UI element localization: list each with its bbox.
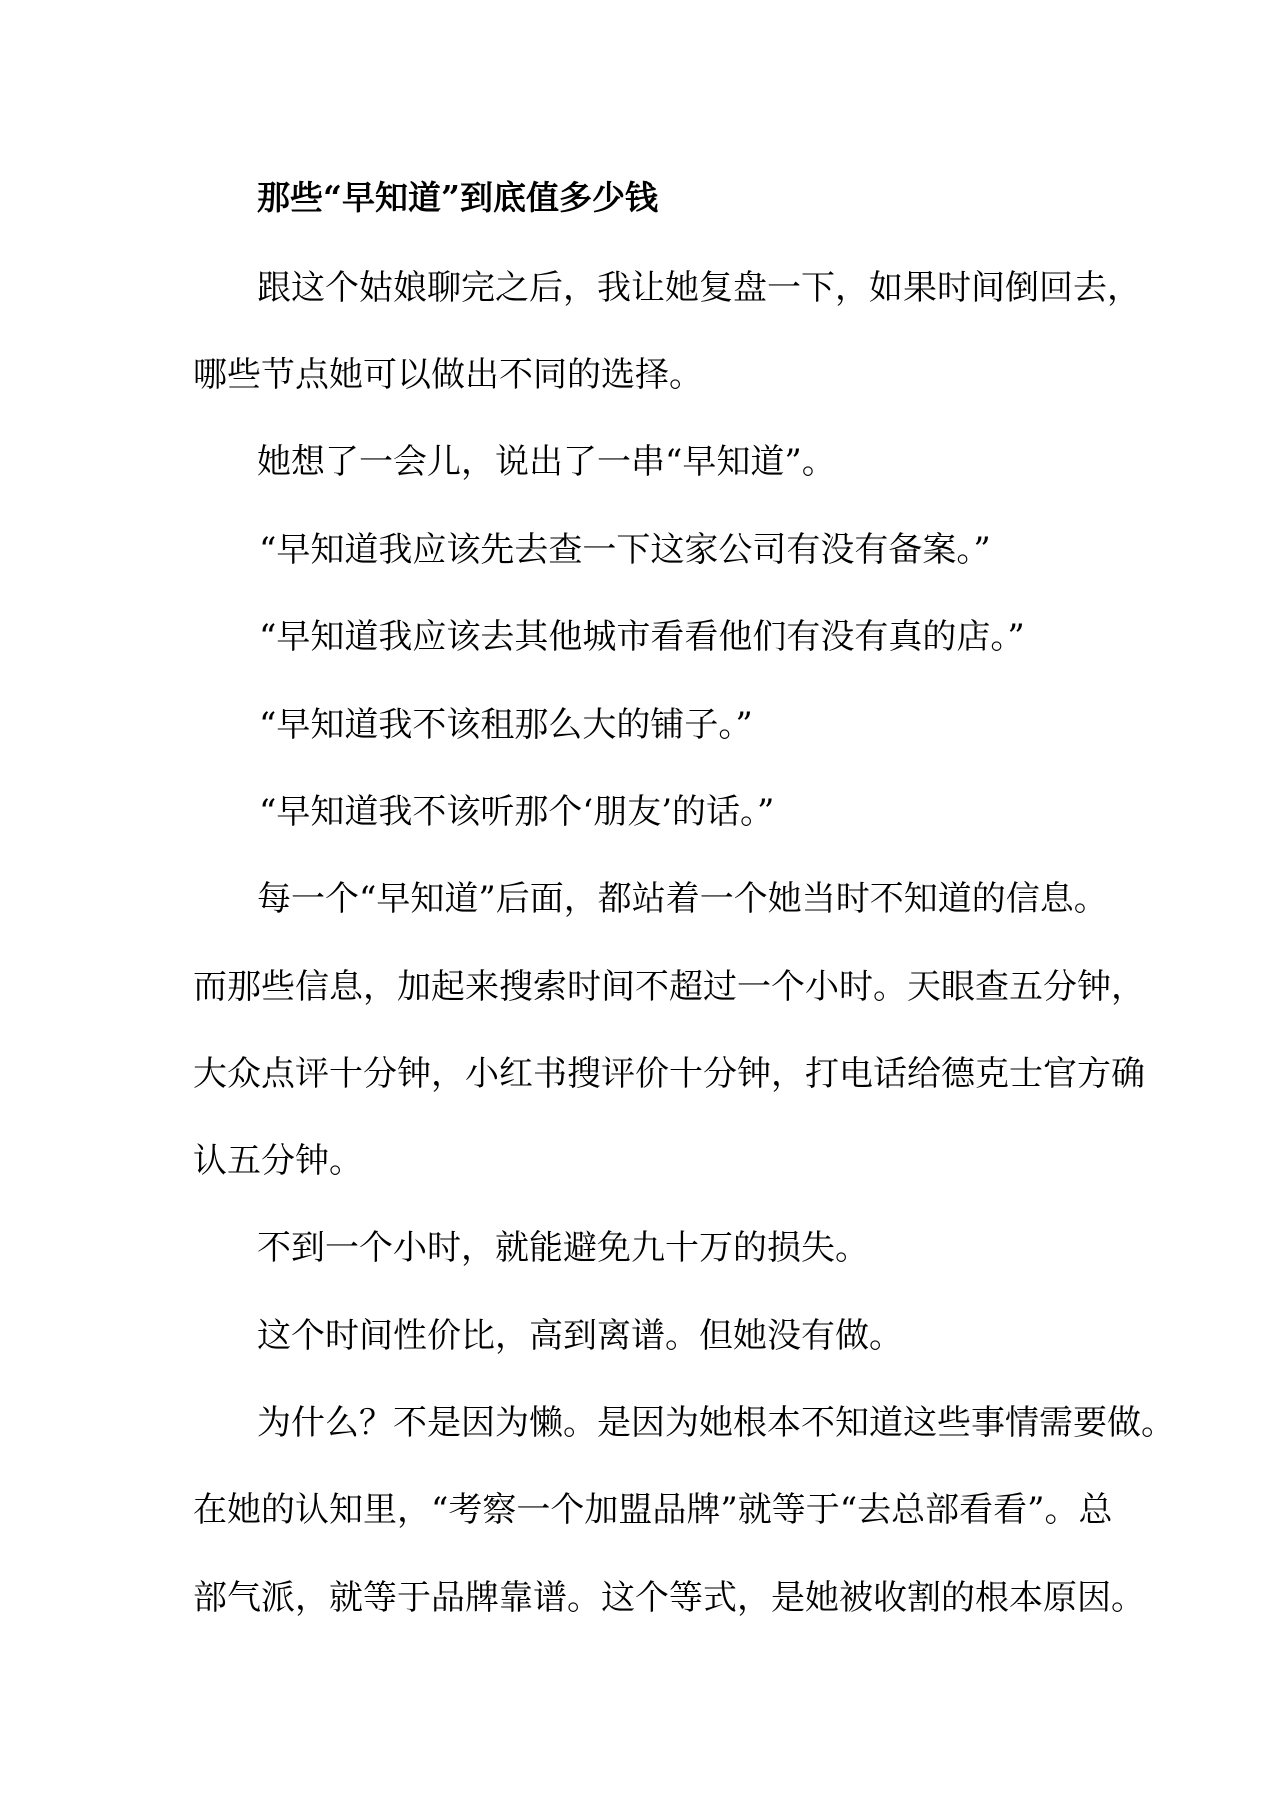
paragraph-line: 为什么？不是因为懒。是因为她根本不知道这些事情需要做。: [257, 1403, 1175, 1443]
quote-line: “早知道我不该租那么大的铺子。”: [259, 705, 753, 745]
quote-line: “早知道我应该先去查一下这家公司有没有备案。”: [259, 530, 991, 570]
quote-line: “早知道我不该听那个‘朋友’的话。”: [259, 792, 775, 832]
paragraph-line: 认五分钟。: [193, 1141, 363, 1181]
paragraph-line: 部气派，就等于品牌靠谱。这个等式，是她被收割的根本原因。: [193, 1578, 1145, 1618]
section-title: 那些“早知道”到底值多少钱: [257, 178, 658, 217]
quote-line: “早知道我应该去其他城市看看他们有没有真的店。”: [259, 617, 1025, 657]
paragraph-line: 这个时间性价比，高到离谱。但她没有做。: [257, 1316, 903, 1356]
paragraph-line: 每一个“早知道”后面，都站着一个她当时不知道的信息。: [257, 879, 1108, 919]
paragraph-line: 大众点评十分钟，小红书搜评价十分钟，打电话给德克士官方确: [193, 1054, 1145, 1094]
paragraph-line: 跟这个姑娘聊完之后，我让她复盘一下，如果时间倒回去，: [257, 268, 1141, 308]
paragraph-line: 在她的认知里，“考察一个加盟品牌”就等于“去总部看看”。总: [193, 1490, 1113, 1530]
paragraph-line: 而那些信息，加起来搜索时间不超过一个小时。天眼查五分钟，: [193, 967, 1145, 1007]
paragraph-line: 不到一个小时，就能避免九十万的损失。: [257, 1228, 869, 1268]
paragraph-line: 她想了一会儿，说出了一串“早知道”。: [257, 442, 836, 482]
paragraph-line: 哪些节点她可以做出不同的选择。: [193, 355, 703, 395]
